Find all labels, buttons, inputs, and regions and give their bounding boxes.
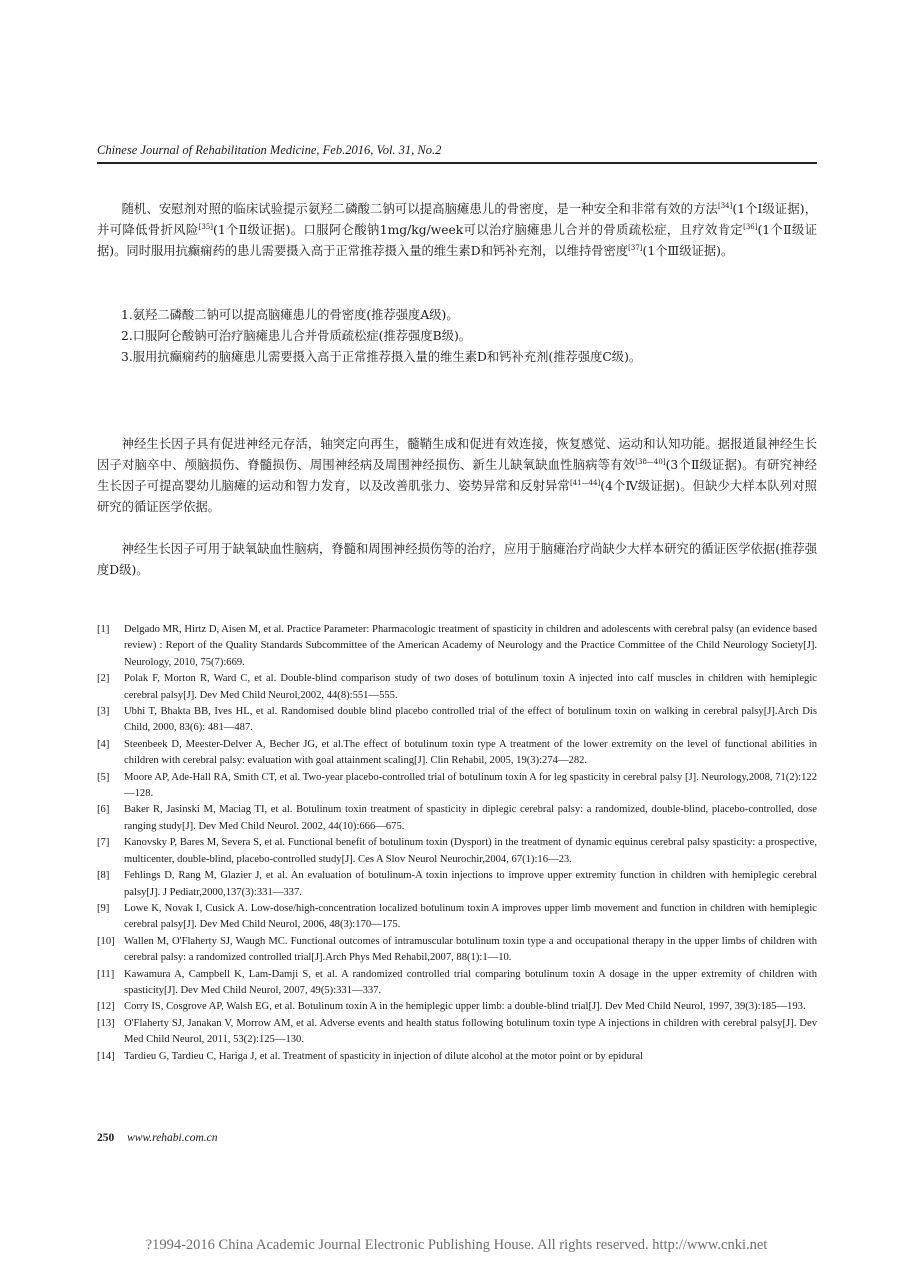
citation: [36]	[743, 222, 758, 231]
reference-item	[97, 802, 817, 835]
para1-text-e: (1个Ⅲ级证据)。	[642, 244, 734, 258]
para2-text-a: 神经生长因子具有促进神经元存活，轴突定向再生，髓鞘生成和促进有效连接，恢复感觉、运动和认知功能。据报道鼠神经生长因子对脑卒中、颅脑损伤、脊髓损伤、周围神经病及周围神经损伤、新生儿缺氧缺血性脑病等有效	[97, 437, 817, 472]
reference-item	[97, 835, 817, 868]
reference-number: [14]	[97, 1050, 115, 1062]
reference-item	[97, 622, 817, 671]
reference-number: [11]	[97, 968, 115, 980]
para1-text-c: (1个Ⅱ级证据)。口服阿仑酸钠1mg/kg/week可以治疗脑瘫患儿合并的骨质疏松症，且疗效肯定	[213, 223, 744, 237]
reference-item	[97, 1016, 817, 1049]
reference-item	[97, 868, 817, 901]
reference-item	[97, 999, 817, 1015]
reference-text: Corry IS, Cosgrove AP, Walsh EG, et al. Botulinum toxin A in the hemiplegic upper limb: a double-blind trial[J]. Dev Med Child Neurol, 1997, 39(3):185—193.	[124, 1001, 806, 1013]
reference-number: [1]	[97, 624, 110, 635]
para1-text-a: 随机、安慰剂对照的临床试验提示氨羟二磷酸二钠可以提高脑瘫患儿的骨密度，是一种安全和非常有效的方法	[121, 202, 718, 216]
reference-text: Steenbeek D, Meester-Delver A, Becher JG, et al.The effect of botulinum toxin type A treatment of the lower extremity on the level of functional abilities in children with cerebral palsy: evaluation with goal attainment scaling[J]. Clin Rehabil, 2005, 19(3):274—282.	[124, 738, 817, 767]
reference-number: [13]	[97, 1017, 115, 1029]
reference-number: [4]	[97, 738, 110, 750]
reference-number: [7]	[97, 837, 110, 849]
reference-text: Delgado MR, Hirtz D, Aisen M, et al. Practice Parameter: Pharmacologic treatment of spasticity in children and adolescents with cerebral palsy (an evidence based review) : Report of the Quality Standards Subcommittee of the American Academy of Neurology and the Practice Committee of the Child Neurology Society[J]. Neurology, 2010, 75(7):669.	[124, 624, 817, 668]
recommendation-list	[97, 305, 817, 368]
reference-number: [12]	[97, 1001, 115, 1013]
copyright-notice: ?1994-2016 China Academic Journal Electronic Publishing House. All rights reserved. http://www.cnki.net	[145, 1237, 768, 1253]
page-footer	[97, 1132, 218, 1144]
reference-list	[97, 622, 817, 1065]
citation: [34]	[717, 201, 733, 210]
reference-text: Polak F, Morton R, Ward C, et al. Double-blind comparison study of two doses of botulinum toxin A injected into calf muscles in children with hemiplegic cerebral palsy[J]. Dev Med Child Neurol,2002, 44(8):551—555.	[124, 673, 817, 701]
citation: [37]	[628, 243, 643, 252]
reference-number: [6]	[97, 804, 110, 816]
page-number: 250	[97, 1132, 115, 1144]
reference-number: [9]	[97, 902, 110, 914]
reference-number: [3]	[97, 706, 110, 718]
reference-number: [10]	[97, 935, 115, 947]
citation: [41—44]	[569, 478, 601, 487]
para2-text-b: (3个Ⅱ级证据)。有研究神经生长因子可提高婴幼儿脑瘫的运动和智力发育，以及改善肌张力、姿势异常和反射异常	[97, 458, 817, 493]
reference-text: Fehlings D, Rang M, Glazier J, et al. An evaluation of botulinum-A toxin injections to improve upper extremity function in children with hemiplegic cerebral palsy[J]. J Pediatr,2000,137(3):331—337.	[124, 870, 817, 898]
citation: [38—40]	[635, 457, 666, 466]
reference-number: [5]	[97, 771, 110, 783]
reference-text: Baker R, Jasinski M, Maciag TI, et al. Botulinum toxin treatment of spasticity in diplegic cerebral palsy: a randomized, double-blind, placebo-controlled, dose ranging study[J]. Dev Med Child Neurol. 2002, 44(10):666—675.	[124, 804, 817, 832]
paragraph-ngf-recommendation: 神经生长因子可用于缺氧缺血性脑病，脊髓和周围神经损伤等的治疗，应用于脑瘫治疗尚缺少大样本研究的循证医学依据(推荐强度D级)。	[97, 542, 817, 577]
journal-header: Chinese Journal of Rehabilitation Medicine, Feb.2016, Vol. 31, No.2	[97, 143, 442, 157]
reference-text: O'Flaherty SJ, Janakan V, Morrow AM, et al. Adverse events and health status following botulinum toxin type A injections in children with cerebral palsy[J]. Dev Med Child Neurol, 2011, 53(2):125—130.	[124, 1017, 817, 1046]
reference-item	[97, 737, 817, 770]
para1-text-b: (1个Ⅰ级证据)，并可降低骨折风险	[97, 202, 817, 237]
recommendation-item: 2.口服阿仑酸钠可治疗脑瘫患儿合并骨质疏松症(推荐强度B级)。	[121, 329, 472, 343]
recommendation-item: 3.服用抗癫痫药的脑瘫患儿需要摄入高于正常推荐摄入量的维生素D和钙补充剂(推荐强度C级)。	[121, 350, 642, 364]
reference-text: Wallen M, O'Flaherty SJ, Waugh MC. Functional outcomes of intramuscular botulinum toxin type a and occupational therapy in the upper limbs of children with cerebral palsy: a randomized controlled trial[J].Arch Phys Med Rehabil,2007, 88(1):1—10.	[124, 935, 817, 964]
reference-number: [2]	[97, 673, 110, 685]
reference-item	[97, 770, 817, 803]
reference-item	[97, 934, 817, 967]
reference-text: Lowe K, Novak I, Cusick A. Low-dose/high-concentration localized botulinum toxin A improves upper limb movement and function in children with hemiplegic cerebral palsy[J]. Dev Med Child Neurol, 2006, 48(3):170—175.	[124, 902, 817, 931]
reference-item	[97, 967, 817, 1000]
reference-item	[97, 901, 817, 934]
citation: [35]	[198, 222, 214, 231]
reference-text: Tardieu G, Tardieu C, Hariga J, et al. Treatment of spasticity in injection of dilute alcohol at the motor point or by epidural	[124, 1050, 644, 1062]
reference-text: Moore AP, Ade-Hall RA, Smith CT, et al. Two-year placebo-controlled trial of botulinum toxin A for leg spasticity in cerebral palsy [J]. Neurology,2008, 71(2):122—128.	[124, 771, 817, 800]
recommendation-item: 1.氨羟二磷酸二钠可以提高脑瘫患儿的骨密度(推荐强度A级)。	[121, 308, 459, 322]
reference-item	[97, 704, 817, 737]
paragraph-bone-density	[97, 199, 817, 262]
header-rule	[97, 162, 817, 164]
reference-item	[97, 671, 817, 704]
reference-text: Ubhi T, Bhakta BB, Ives HL, et al. Randomised double blind placebo controlled trial of the effect of botulinum toxin on walking in cerebral palsy[J].Arch Dis Child, 2000, 83(6): 481—487.	[124, 706, 817, 734]
reference-number: [8]	[97, 870, 110, 882]
journal-url: www.rehabi.com.cn	[127, 1132, 218, 1144]
para2-text-c: (4个Ⅳ级证据)。但缺少大样本队列对照研究的循证医学依据。	[97, 479, 817, 514]
paragraph-nerve-growth-factor	[97, 434, 817, 518]
reference-text: Kanovsky P, Bares M, Severa S, et al. Functional benefit of botulinum toxin (Dysport) in the treatment of dynamic equinus cerebral palsy spasticity: a prospective, multicenter, double-blind, placebo-controlled study[J]. Ces A Slov Neurol Neurochir,2004, 67(1):16—23.	[124, 837, 817, 865]
reference-text: Kawamura A, Campbell K, Lam-Damji S, et al. A randomized controlled trial comparing botulinum toxin A dosage in the upper extremity of children with spasticity[J]. Dev Med Child Neurol, 2007, 49(5):331—337.	[124, 968, 817, 996]
para1-text-d: (1个Ⅱ级证据)。同时服用抗癫痫药的患儿需要摄入高于正常推荐摄入量的维生素D和钙补充剂，以维持骨密度	[97, 223, 817, 258]
reference-item	[97, 1049, 817, 1065]
